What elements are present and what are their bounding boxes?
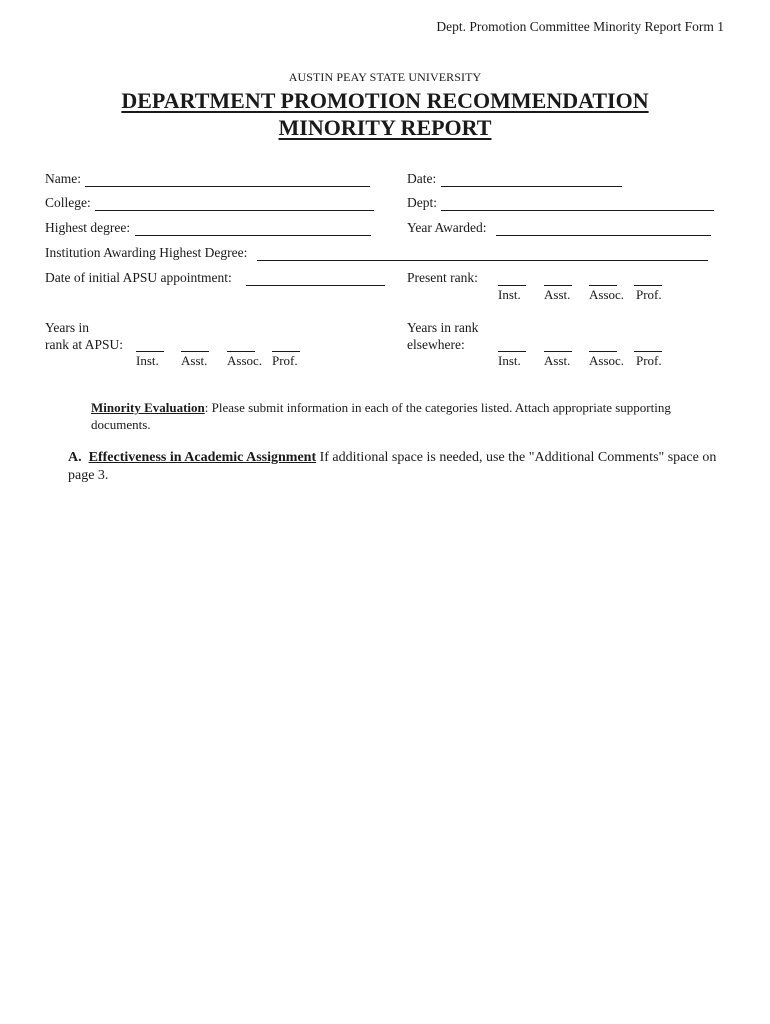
present-rank-asst-field[interactable] <box>544 285 572 286</box>
initial-appointment-label: Date of initial APSU appointment: <box>45 270 232 285</box>
section-a-text: If additional space is needed, use the "Additional Comments" space on page 3. <box>68 450 717 483</box>
evaluation-text: : Please submit information in each of the categories listed. Attach appropriate supporting documents. <box>91 400 671 432</box>
section-a <box>68 449 723 485</box>
form-reference: Dept. Promotion Committee Minority Report Form 1 <box>436 19 724 34</box>
dept-label: Dept: <box>407 195 437 210</box>
present-rank-label: Present rank: <box>407 270 478 285</box>
rank-label-assoc: Assoc. <box>589 287 625 302</box>
date-field[interactable] <box>441 186 622 187</box>
institution-field[interactable] <box>257 260 708 261</box>
highest-degree-field[interactable] <box>135 235 371 236</box>
years-elsewhere-asst-field[interactable] <box>544 351 572 352</box>
evaluation-heading: Minority Evaluation <box>91 400 205 415</box>
years-apsu-prof-field[interactable] <box>272 351 300 352</box>
present-rank-inst-field[interactable] <box>498 285 526 286</box>
college-field[interactable] <box>95 210 374 211</box>
rank-label-inst: Inst. <box>498 287 521 302</box>
section-a-heading: Effectiveness in Academic Assignment <box>88 450 317 465</box>
page-title: DEPARTMENT PROMOTION RECOMMENDATION <box>121 88 649 113</box>
rank-label-prof: Prof. <box>272 353 298 368</box>
years-elsewhere-prof-field[interactable] <box>634 351 662 352</box>
year-awarded-field[interactable] <box>496 235 711 236</box>
rank-label-assoc: Assoc. <box>589 353 625 368</box>
rank-label-asst: Asst. <box>544 353 571 368</box>
college-label: College: <box>45 195 91 210</box>
years-apsu-inst-field[interactable] <box>136 351 164 352</box>
rank-label-asst: Asst. <box>181 353 208 368</box>
years-apsu-label-line2: rank at APSU: <box>45 337 124 352</box>
rank-label-prof: Prof. <box>636 353 662 368</box>
present-rank-prof-field[interactable] <box>634 285 662 286</box>
rank-label-asst: Asst. <box>544 287 571 302</box>
present-rank-assoc-field[interactable] <box>589 285 617 286</box>
name-field[interactable] <box>85 186 370 187</box>
university-name: AUSTIN PEAY STATE UNIVERSITY <box>288 70 482 84</box>
rank-label-inst: Inst. <box>498 353 521 368</box>
date-label: Date: <box>407 171 437 186</box>
years-apsu-asst-field[interactable] <box>181 351 209 352</box>
institution-label: Institution Awarding Highest Degree: <box>45 245 248 260</box>
name-label: Name: <box>45 171 81 186</box>
years-apsu-assoc-field[interactable] <box>227 351 255 352</box>
years-elsewhere-assoc-field[interactable] <box>589 351 617 352</box>
highest-degree-label: Highest degree: <box>45 220 131 235</box>
year-awarded-label: Year Awarded: <box>407 220 487 235</box>
page-subtitle: MINORITY REPORT <box>278 115 492 140</box>
years-elsewhere-label-line1: Years in rank <box>407 320 479 335</box>
dept-field[interactable] <box>441 210 714 211</box>
evaluation-instructions <box>91 399 721 433</box>
rank-label-inst: Inst. <box>136 353 159 368</box>
rank-label-assoc: Assoc. <box>227 353 263 368</box>
rank-label-prof: Prof. <box>636 287 662 302</box>
years-elsewhere-inst-field[interactable] <box>498 351 526 352</box>
years-apsu-label-line1: Years in <box>45 320 90 335</box>
section-a-marker: A. <box>68 450 82 465</box>
years-elsewhere-label-line2: elsewhere: <box>407 337 465 352</box>
initial-appointment-field[interactable] <box>246 285 385 286</box>
